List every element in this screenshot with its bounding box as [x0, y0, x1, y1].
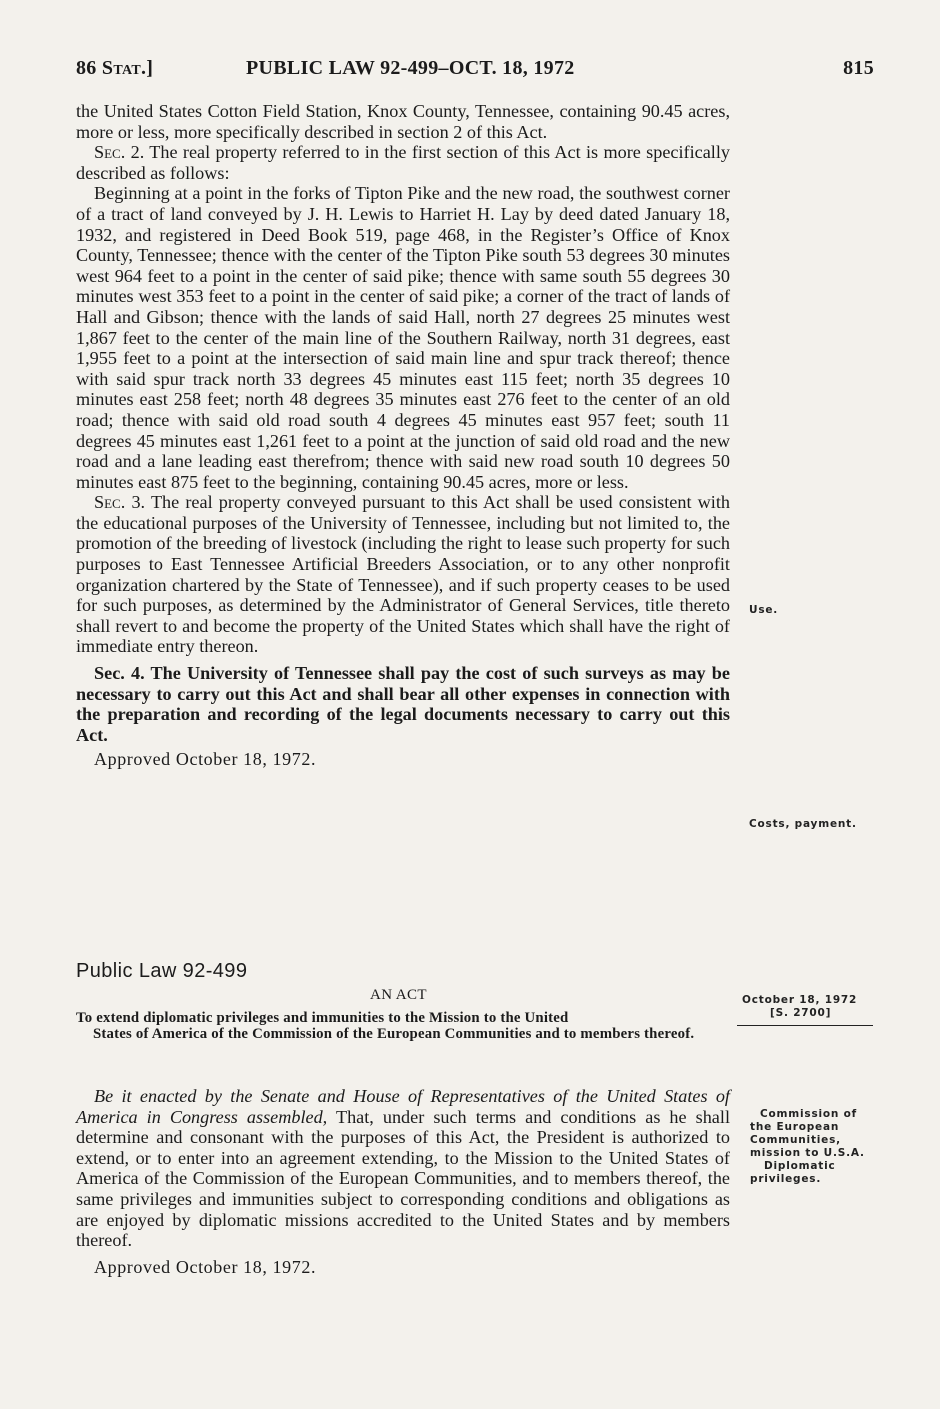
- section-3: Sec. 3. The real property conveyed pursuant to this Act shall be used consistent with the educational purposes of the University of Tennessee, including but not limited to, the promotion of the breeding of livestock (including the right to lease such property for such purposes to East Tennessee Artificial Breeders Association, or to any other nonprofit organization chartered by the State of Tennessee), and if such property ceases to be used for such purposes, as determined by the Administrator of General Services, title thereto shall revert to and become the property of the United States which shall have the right of immediate entry thereon.: [76, 492, 731, 657]
- act-purpose: To extend diplomatic privileges and immunities to the Mission to the United States of America of the Commission of the European Communities and to members thereof.: [76, 1010, 695, 1042]
- volume-reference: 86 Stat.]: [76, 57, 154, 79]
- margin-note-costs: Costs, payment.: [749, 818, 857, 830]
- margin-note-bill: [S. 2700]: [770, 1007, 832, 1019]
- section-1-continuation: [76, 101, 730, 770]
- an-act-heading: AN ACT: [370, 987, 427, 1003]
- public-law-title: Public Law 92-499: [76, 960, 248, 982]
- margin-note-commission: Commission of the European Communities, mission to U.S.A. Diplomatic privileges.: [750, 1108, 865, 1185]
- margin-note-use: Use.: [749, 604, 779, 616]
- enacting-section: [76, 1086, 730, 1277]
- opening-paragraph: the United States Cotton Field Station, Knox County, Tennessee, containing 90.45 acres, more or less, more specifically described in section 2 of this Act.: [76, 101, 730, 142]
- margin-divider: [737, 1025, 873, 1026]
- running-head: PUBLIC LAW 92-499–OCT. 18, 1972: [246, 57, 575, 79]
- section-2: Sec. 2. The real property referred to in the first section of this Act is more specifically described as follows:: [76, 142, 731, 183]
- stat-label: Stat.: [101, 57, 147, 79]
- approved-date-2: Approved October 18, 1972.: [94, 1256, 317, 1277]
- page-number: 815: [843, 57, 874, 79]
- property-description: Beginning at a point in the forks of Tipton Pike and the new road, the southwest corner of a tract of land conveyed by J. H. Lewis to Harriet H. Lay by deed dated January 18, 1932, and registered in Deed Book 519, page 468, in the Register’s Office of Knox County, Tennessee; thence with the center of the Tipton Pike south 53 degrees 30 minutes west 964 feet to a point in the center of said pike; thence with same south 55 degrees 30 minutes west 353 feet to a point in the center of said pike; a corner of the tract of lands of Hall and Gibson; thence with the lands of said Hall, north 27 degrees 25 minutes west 1,867 feet to the center of the main line of the Southern Railway, north 31 degrees, east 1,955 feet to a point at the intersection of said main line and spur track thereof; thence with said spur track north 33 degrees 45 minutes east 115 feet; north 35 degrees 10 minutes east 258 feet; north 48 degrees 35 minutes east 276 feet to the center of an old road; thence with said old road south 4 degrees 45 minutes east 957 feet; south 11 degrees 45 minutes east 1,261 feet to a point at the junction of said old road and the new road and a lane leading east therefrom; thence with said new road south 10 degrees 50 minutes east 875 feet to the beginning, containing 90.45 acres, more or less.: [76, 183, 730, 492]
- enacting-paragraph: Be it enacted by the Senate and House of Representatives of the United States of America in Congress assembled, That, under such terms and conditions as he shall determine and consonant with the purposes of this Act, the President is authorized to extend, or to enter into an agreement extending, to the Mission to the United States of America of the Commission of the European Communities, and to members thereof, the same privileges and immunities subject to corresponding conditions and obligations as are enjoyed by diplomatic missions accredited to the United States and by members thereof.: [76, 1086, 730, 1251]
- margin-note-date: October 18, 1972: [742, 994, 858, 1006]
- section-4: Sec. 4. The University of Tennessee shall pay the cost of such surveys as may be necessary to carry out this Act and shall bear all other expenses in connection with the preparation and recording of the legal documents necessary to carry out this Act.: [76, 663, 730, 745]
- enacting-clause: Be it enacted by the Senate and House of Representatives of the United States of America in Congress assembled,: [76, 1086, 730, 1127]
- approved-date-1: Approved October 18, 1972.: [94, 749, 317, 770]
